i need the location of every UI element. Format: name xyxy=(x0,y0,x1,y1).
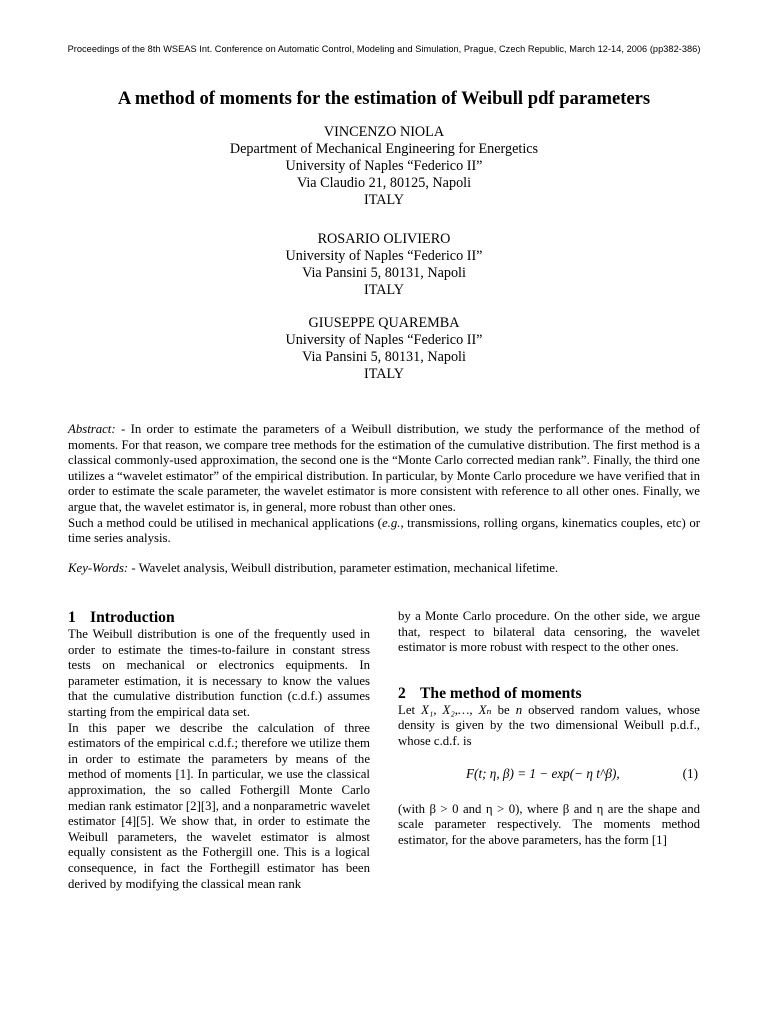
author-affiliation-line: ITALY xyxy=(364,366,404,382)
author-affiliation-line: Via Claudio 21, 80125, Napoli xyxy=(296,175,472,191)
intro-paragraph-2: In this paper we describe the calculation of three estimators of the empirical c.d.f.; therefore we utilize them in order to estimate the parameters by means of the method of moments [1]. In particular, we use the classical approximation, the so called Fothergill Monte Carlo median rank estimator [2][3], and a nonparametric wavelet estimator [4][5]. We show that, in order to estimate the Weibull parameters, the wavelet estimator is almost equally consistent as the Fothergill one. This is a logical consequence, in fact the Forthegill estimator has been derived by modifying the classical mean rank xyxy=(68,720,370,891)
keywords xyxy=(68,561,700,577)
section-heading-introduction xyxy=(68,609,370,627)
author-block xyxy=(0,124,768,209)
abstract-text-2: Such a method could be utilised in mechanical applications ( xyxy=(68,515,382,530)
random-variables: X₁, X₂,…, Xₙ xyxy=(421,702,492,717)
abstract-paragraph xyxy=(68,422,700,516)
left-column xyxy=(68,609,370,892)
author-affiliation-line: Via Pansini 5, 80131, Napoli xyxy=(302,349,466,365)
abstract xyxy=(68,422,700,576)
intro-paragraph-1: The Weibull distribution is one of the frequently used in order to estimate the times-to-failure in constant stress tests on mechanical or electronics equipments. In parameter estimation, it is necessary to know the values that the cumulative distribution function (c.d.f.) assumes starting from the empirical data set. xyxy=(68,627,370,719)
abstract-paragraph-2 xyxy=(68,516,700,547)
section-number: 2 xyxy=(398,684,406,702)
abstract-label: Abstract: xyxy=(68,422,116,436)
keywords-label: Key-Words: xyxy=(68,560,129,575)
section-title: The method of moments xyxy=(420,684,582,702)
keywords-text: - Wavelet analysis, Weibull distribution, parameter estimation, mechanical lifetime. xyxy=(128,560,559,575)
author-affiliation-line: University of Naples “Federico II” xyxy=(285,248,483,264)
author-affiliation-line: University of Naples “Federico II” xyxy=(285,332,483,348)
intro-paragraph-3: by a Monte Carlo procedure. On the other side, we argue that, respect to bilateral data censoring, the wavelet estimator is more robust with respect to the other ones. xyxy=(398,609,700,655)
author-affiliation-line: ITALY xyxy=(364,192,404,208)
author-affiliation-line: Via Pansini 5, 80131, Napoli xyxy=(302,265,466,281)
author-affiliation-line: University of Naples “Federico II” xyxy=(285,158,483,174)
section-title: Introduction xyxy=(90,609,175,626)
section-heading-method-of-moments xyxy=(398,685,700,703)
author-name: GIUSEPPE QUAREMBA xyxy=(308,315,460,331)
equation-1 xyxy=(398,760,700,794)
author-name: ROSARIO OLIVIERO xyxy=(317,231,451,247)
author-list xyxy=(0,124,768,399)
method-paragraph-1: Let X₁, X₂,…, Xₙ be n observed random values, whose density is given by the two dimensional Weibull p.d.f., whose c.d.f. is xyxy=(398,702,700,748)
paper-title: A method of moments for the estimation of Weibull pdf parameters xyxy=(117,88,651,109)
abstract-text: - In order to estimate the parameters of a Weibull distribution, we study the performance of the method of moments. For that reason, we compare tree methods for the estimation of the cumulative distribution. The first method is a classical commonly-used approximation, the second one is the “Monte Carlo corrected median rank”. Finally, the third one utilizes a “wavelet estimator” of the empirical distribution. In particular, by Monte Carlo procedure we have verified that in order to estimate the scale parameter, the wavelet estimator is more consistent with reference to all other ones. Finally, we argue that, the wavelet estimator is, in general, more robust than other ones. xyxy=(68,422,700,514)
method-paragraph-2: (with β > 0 and η > 0), where β and η are the shape and scale parameter respectively. The moments method estimator, for the above parameters, has the form [1] xyxy=(398,801,700,847)
proceedings-header: Proceedings of the 8th WSEAS Int. Conference on Automatic Control, Modeling and Simulation, Prague, Czech Republic, March 12-14, 2006 (pp382-386) xyxy=(67,44,701,54)
equation-expression: F(t; η, β) = 1 − exp(− η t^β), xyxy=(466,765,620,781)
equation-number: (1) xyxy=(682,765,698,781)
right-column xyxy=(398,609,700,848)
author-block xyxy=(0,231,768,299)
author-name: VINCENZO NIOLA xyxy=(323,124,445,140)
author-block xyxy=(0,315,768,383)
abstract-eg: e.g. xyxy=(381,515,401,530)
section-number: 1 xyxy=(68,609,76,626)
sample-size-symbol: n xyxy=(515,702,523,717)
author-affiliation-line: ITALY xyxy=(364,282,404,298)
author-affiliation-line: Department of Mechanical Engineering for Energetics xyxy=(229,141,539,157)
abstract-text-2-end: , transmissions, rolling organs, kinematics couples, etc) or time series analysis. xyxy=(68,515,701,546)
